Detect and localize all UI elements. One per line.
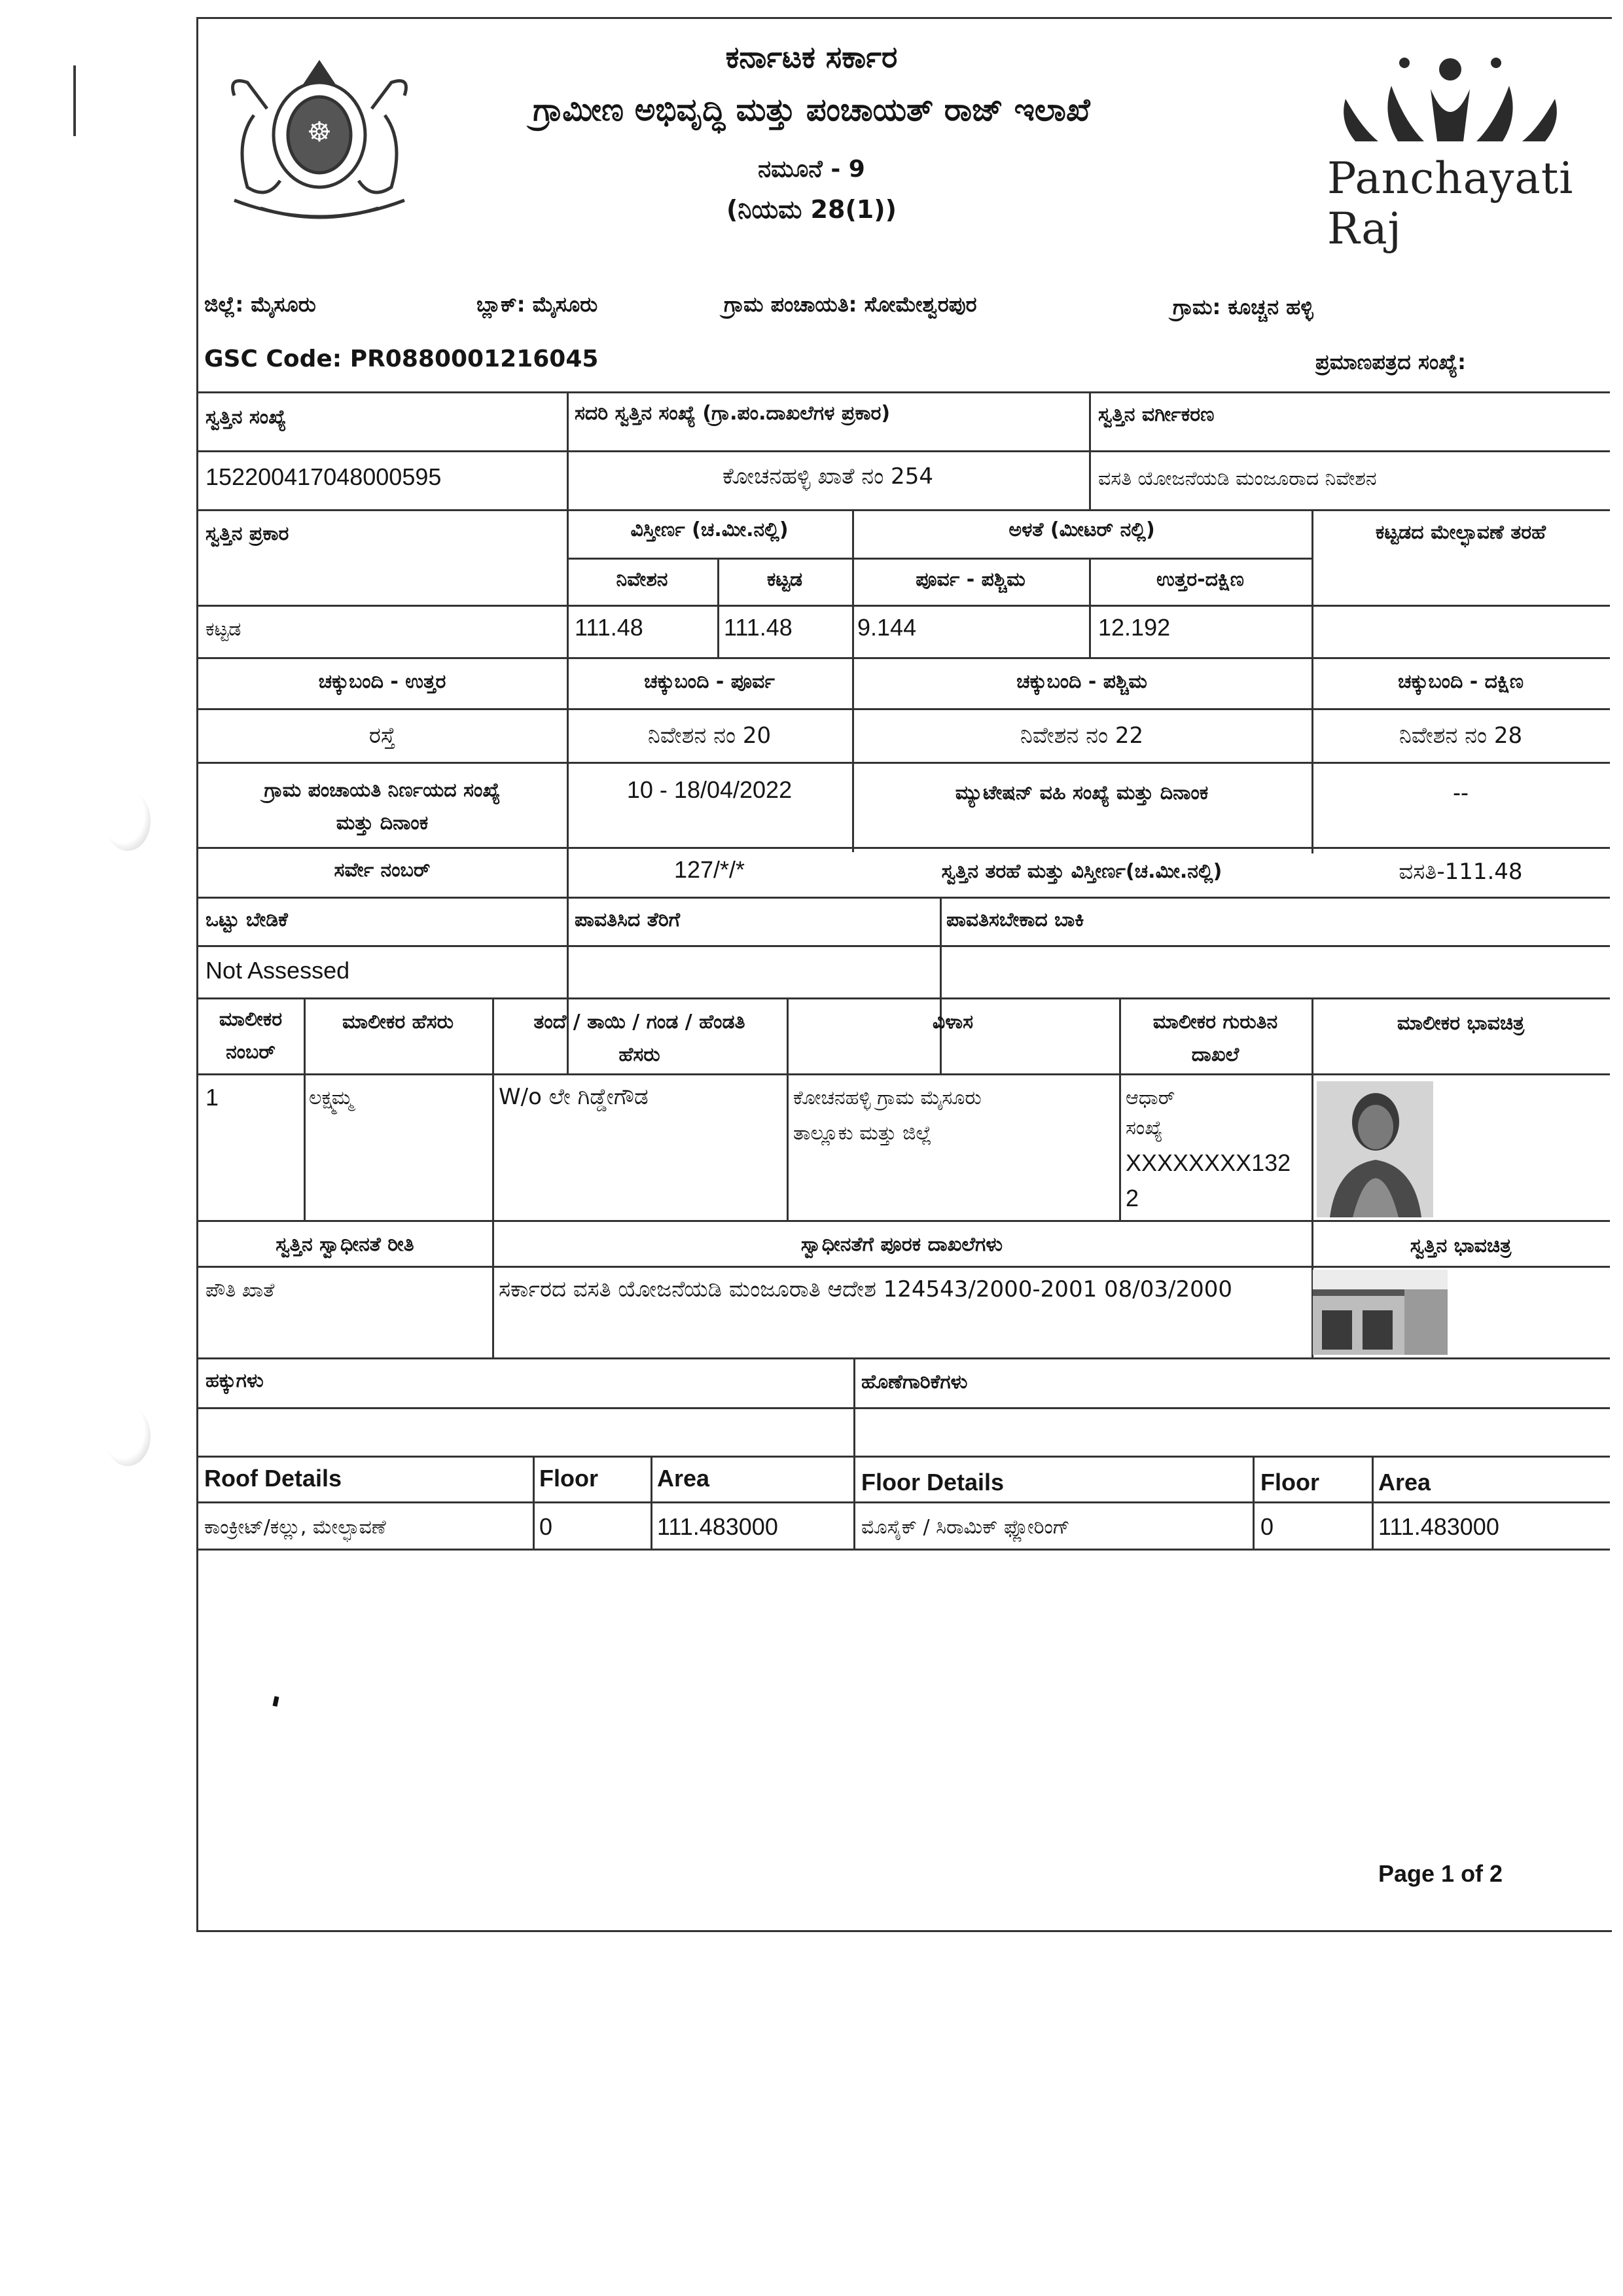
owner-number-value: 1 [205,1084,219,1111]
roof-details-header: Roof Details [204,1465,342,1492]
sadari-number-value: ಕೋಚನಹಳ್ಳಿ ಖಾತೆ ನಂ 254 [722,463,933,490]
floor-floor-value: 0 [1260,1513,1274,1540]
owner-number-label-2: ನಂಬರ್ [226,1041,276,1064]
roof-floor-header: Floor [539,1465,598,1492]
property-number-value: 152200417048000595 [205,463,442,490]
property-photo-label: ಸ್ವತ್ತಿನ ಭಾವಚಿತ್ರ [1410,1234,1512,1257]
form-number: ನಮೂನೆ - 9 [758,156,865,183]
owner-id-label-2: ದಾಖಲೆ [1191,1043,1240,1066]
owner-photo-label: ಮಾಲೀಕರ ಭಾವಚಿತ್ರ [1397,1012,1525,1035]
sadari-number-label: ಸದರಿ ಸ್ವತ್ತಿನ ಸಂಖ್ಯೆ (ಗ್ರಾ.ಪಂ.ದಾಖಲೆಗಳ ಪ್ರಕಾರ) [575,402,891,425]
relation-label: ತಂದೆ / ತಾಯಿ / ಗಂಡ / ಹೆಂಡತಿ [533,1011,745,1033]
punch-hole-top [105,791,151,851]
roof-type-label: ಕಟ್ಟಡದ ಮೇಲ್ಛಾವಣೆ ತರಹೆ [1375,521,1546,544]
owner-id-label: ಮಾಲೀಕರ ಗುರುತಿನ [1152,1011,1278,1033]
boundary-south-value: ನಿವೇಶನ ನಂ 28 [1399,723,1523,749]
property-photo-image [1313,1270,1448,1355]
address-line-2: ತಾಲ್ಲೂಕು ಮತ್ತು ಜಿಲ್ಲೆ [793,1122,932,1145]
possession-docs-label: ಸ್ವಾಧೀನತೆಗೆ ಪೂರಕ ದಾಖಲೆಗಳು [800,1233,1003,1256]
gram-panchayat-field: ಗ್ರಾಮ ಪಂಚಾಯತಿ: ಸೋಮೇಶ್ವರಪುರ [724,292,977,317]
property-class-value: ವಸತಿ ಯೋಜನೆಯಡಿ ಮಂಜೂರಾದ ನಿವೇಶನ [1098,467,1377,490]
relation-value: W/o ಲೇ ಗಿಡ್ಡೇಗೌಡ [499,1084,649,1110]
area-label: ವಿಸ್ತೀರ್ಣ (ಚ.ಮೀ.ನಲ್ಲಿ) [630,518,789,541]
owner-name-label: ಮಾಲೀಕರ ಹೆಸರು [342,1011,454,1033]
measurement-label: ಅಳತೆ (ಮೀಟರ್ ನಲ್ಲಿ) [1008,518,1155,541]
owner-id-line-2: ಸಂಖ್ಯೆ [1126,1117,1163,1139]
gp-resolution-value: 10 - 18/04/2022 [626,776,793,803]
owner-photo-image [1317,1081,1433,1217]
property-type-value: ಕಟ್ಟಡ [205,618,241,641]
liabilities-label: ಹೊಣೆಗಾರಿಕೆಗಳು [861,1371,968,1393]
owner-name-value: ಲಕ್ಷ್ಮಮ್ಮ [309,1086,353,1109]
kind-area-label: ಸ್ವತ್ತಿನ ತರಹೆ ಮತ್ತು ವಿಸ್ತೀರ್ಣ(ಚ.ಮೀ.ನಲ್ಲಿ) [941,860,1222,883]
north-south-label: ಉತ್ತರ-ದಕ್ಷಿಣ [1156,568,1244,591]
kind-area-value: ವಸತಿ-111.48 [1399,859,1523,885]
roof-floor-value: 0 [539,1513,553,1540]
tax-due-label: ಪಾವತಿಸಬೇಕಾದ ಬಾಕಿ [946,908,1084,931]
floor-details-header: Floor Details [861,1469,1005,1496]
boundary-east-value: ನಿವೇಶನ ನಂ 20 [647,723,772,749]
govt-title: ಕರ್ನಾಟಕ ಸರ್ಕಾರ [725,39,898,75]
taluk-field: ಬ್ಲಾಕ್: ಮೈಸೂರು [476,292,598,317]
roof-value: ಕಾಂಕ್ರೀಟ್/ಕಲ್ಲು, ಮೇಲ್ಛಾವಣೆ [204,1516,386,1539]
property-number-label: ಸ್ವತ್ತಿನ ಸಂಖ್ಯೆ [205,406,287,429]
boundary-north-label: ಚಕ್ಕುಬಂದಿ - ಉತ್ತರ [318,670,446,693]
certificate-number-label: ಪ್ರಮಾಣಪತ್ರದ ಸಂಖ್ಯೆ: [1315,350,1466,374]
floor-area-value: 111.483000 [1378,1513,1499,1540]
total-demand-value: Not Assessed [205,957,350,984]
survey-number-label: ಸರ್ವೇ ನಂಬರ್ [334,859,431,882]
address-label: ವಿಳಾಸ [932,1011,974,1033]
boundary-west-value: ನಿವೇಶನ ನಂ 22 [1020,723,1144,749]
gp-resolution-label: ಗ್ರಾಮ ಪಂಚಾಯತಿ ನಿರ್ಣಯದ ಸಂಖ್ಯೆ [264,779,501,802]
total-demand-label: ಒಟ್ಟು ಬೇಡಿಕೆ [205,908,288,931]
gsc-code: GSC Code: PR0880001216045 [204,346,599,372]
tax-paid-label: ಪಾವತಿಸಿದ ತೆರಿಗೆ [575,908,681,931]
boundary-east-label: ಚಕ್ಕುಬಂದಿ - ಪೂರ್ವ [644,670,775,693]
floor-value: ಮೊಸೈಕ್ / ಸಿರಾಮಿಕ್ ಫ್ಲೋರಿಂಗ್ [861,1516,1070,1539]
page-number: Page 1 of 2 [1378,1860,1503,1887]
relation-label-2: ಹೆಸರು [618,1043,660,1066]
boundary-south-label: ಚಕ್ಕುಬಂದಿ - ದಕ್ಷಿಣ [1397,670,1524,693]
north-south-value: 12.192 [1098,614,1171,641]
building-area-value: 111.48 [724,614,793,641]
east-west-label: ಪೂರ್ವ - ಪಶ್ಚಿಮ [916,568,1026,591]
panchayati-raj-wordmark: Panchayati Raj [1327,153,1574,254]
rule-number: (ನಿಯಮ 28(1)) [726,195,897,224]
rights-label: ಹಕ್ಕುಗಳು [205,1369,264,1392]
village-field: ಗ್ರಾಮ: ಕೂಚ್ಚನ ಹಳ್ಳಿ [1173,295,1313,319]
gp-resolution-label-2: ಮತ್ತು ದಿನಾಂಕ [336,812,429,834]
roof-area-header: Area [657,1465,710,1492]
survey-number-value: 127/*/* [673,856,745,883]
site-area-value: 111.48 [575,614,643,641]
possession-mode-label: ಸ್ವತ್ತಿನ ಸ್ವಾಧೀನತೆ ರೀತಿ [276,1233,414,1256]
owner-number-label: ಮಾಲೀಕರ [219,1008,283,1031]
site-label: ನಿವೇಶನ [616,568,668,591]
department-title: ಗ್ರಾಮೀಣ ಅಭಿವೃದ್ಧಿ ಮತ್ತು ಪಂಚಾಯತ್ ರಾಜ್ ಇಲಾಖೆ [533,92,1090,128]
possession-mode-value: ಪೌತಿ ಖಾತೆ [205,1279,275,1302]
mutation-label: ಮ್ಯುಟೇಷನ್ ವಹಿ ಸಂಖ್ಯೆ ಮತ್ತು ದಿನಾಂಕ [955,781,1209,804]
mutation-value: -- [1453,779,1469,806]
floor-area-header: Area [1378,1469,1431,1496]
roof-area-value: 111.483000 [657,1513,778,1540]
owner-id-line-1: ಆಧಾರ್ [1126,1086,1175,1109]
punch-hole-bottom [105,1406,151,1466]
svg-text:☸: ☸ [307,116,332,148]
owner-id-line-3: XXXXXXXX132 [1126,1149,1291,1176]
owner-id-line-4: 2 [1126,1185,1139,1211]
property-class-label: ಸ್ವತ್ತಿನ ವರ್ಗೀಕರಣ [1098,403,1215,426]
building-label: ಕಟ್ಟಡ [766,568,803,591]
boundary-north-value: ರಸ್ತೆ [368,723,396,749]
floor-floor-header: Floor [1260,1469,1319,1496]
district-field: ಜಿಲ್ಲೆ: ಮೈಸೂರು [204,292,316,317]
address-line-1: ಕೋಚನಹಳ್ಳಿ ಗ್ರಾಮ ಮೈಸೂರು [793,1086,982,1109]
boundary-west-label: ಚಕ್ಕುಬಂದಿ - ಪಶ್ಚಿಮ [1016,670,1147,693]
property-type-label: ಸ್ವತ್ತಿನ ಪ್ರಕಾರ [205,522,289,545]
possession-docs-value: ಸರ್ಕಾರದ ವಸತಿ ಯೋಜನೆಯಡಿ ಮಂಜೂರಾತಿ ಆದೇಶ 124543/2000-2001 08/03/2000 [499,1276,1232,1302]
east-west-value: 9.144 [857,614,917,641]
